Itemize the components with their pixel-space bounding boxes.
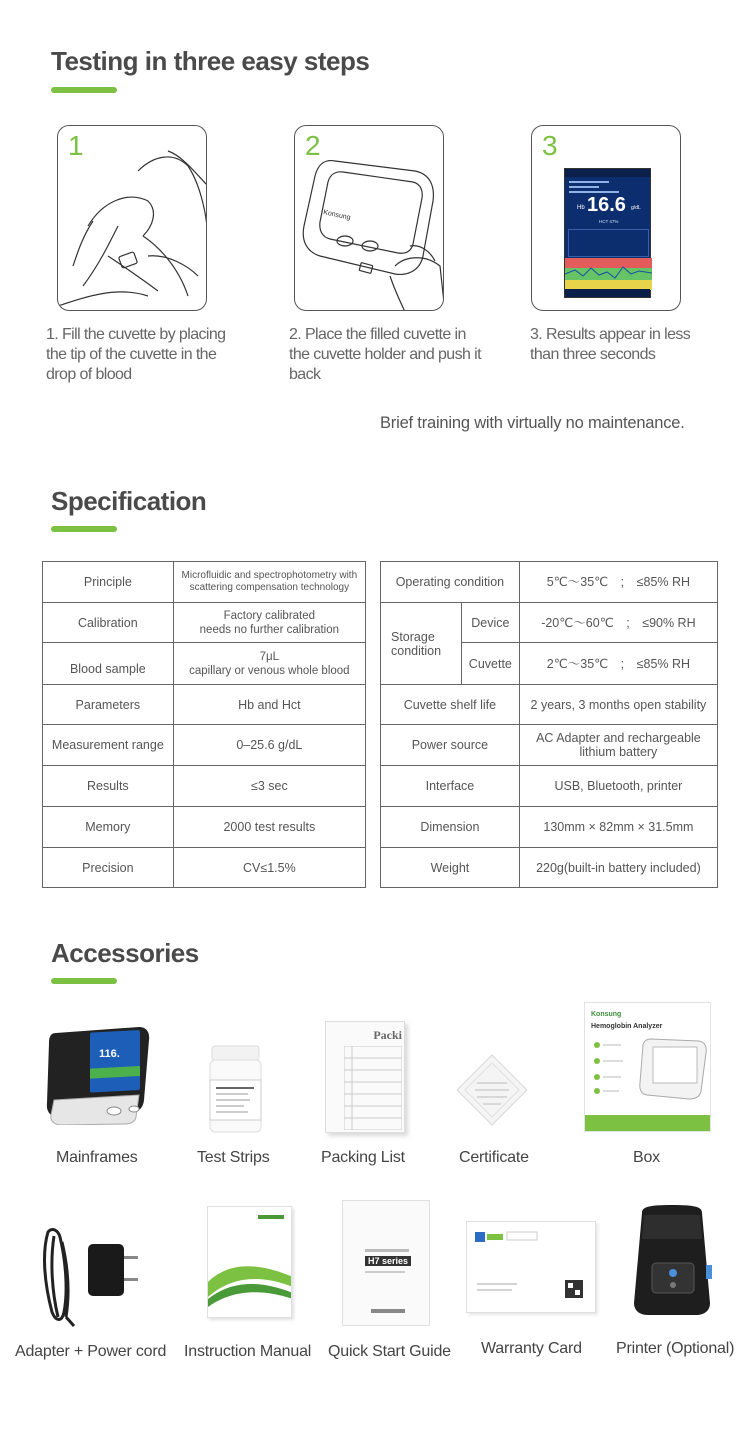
spec-row-measurement-range: [43, 725, 366, 766]
step-1-illustration: [57, 125, 207, 311]
spec-key: Memory: [43, 807, 174, 848]
spec-key: Dimension: [381, 807, 520, 848]
spec-value: Hb and Hct: [173, 685, 365, 725]
spec-key: Precision: [43, 848, 174, 888]
instruction-manual-label: Instruction Manual: [184, 1343, 312, 1360]
printer-image: [630, 1203, 714, 1317]
spec-key: Interface: [381, 766, 520, 807]
test-strips-image: [208, 1044, 263, 1134]
spec-row-shelf-life: [381, 685, 718, 725]
box-artwork: [591, 1033, 707, 1115]
screen-unit: g/dL: [631, 205, 641, 211]
packing-list-header: Packi: [373, 1028, 402, 1042]
screen-trend-chart: [565, 258, 652, 290]
spec-row-calibration: [43, 603, 366, 643]
spec-value: ≤3 sec: [173, 766, 365, 807]
spec-key: Calibration: [43, 603, 174, 643]
instruction-manual-image: [207, 1206, 292, 1318]
screen-hct: HCT 47%: [599, 219, 619, 224]
spec-value-line2: needs no further calibration: [199, 623, 340, 636]
packing-list-image: [325, 1021, 405, 1133]
spec-value: 0–25.6 g/dL: [173, 725, 365, 766]
spec-row-memory: [43, 807, 366, 848]
step-3-illustration: [531, 125, 681, 311]
spec-key: Results: [43, 766, 174, 807]
spec-value: USB, Bluetooth, printer: [519, 766, 717, 807]
spec-value: 2 years, 3 months open stability: [519, 685, 717, 725]
certificate-image: [455, 1053, 529, 1127]
spec-key: Blood sample: [43, 643, 174, 685]
spec-row-precision: [43, 848, 366, 888]
spec-row-storage-device: [381, 603, 718, 643]
box-title: Hemoglobin Analyzer: [591, 1023, 663, 1030]
spec-row-interface: [381, 766, 718, 807]
screen-hb-value: 16.6: [587, 194, 626, 216]
spec-value: 7μL: [259, 650, 280, 663]
spec-value-line2: capillary or venous whole blood: [189, 664, 350, 677]
spec-row-results: [43, 766, 366, 807]
spec-value: Factory calibrated: [223, 609, 316, 622]
spec-subkey: Device: [461, 603, 519, 643]
adapter-image: [40, 1222, 145, 1332]
step-1-text: 1. Fill the cuvette by placing the tip of the cuvette in the drop of blood: [46, 326, 226, 383]
guide-series: H7 series: [365, 1256, 411, 1266]
spec-table-left: [42, 561, 366, 888]
box-green-band: [585, 1115, 710, 1131]
svg-text:Konsung: Konsung: [322, 209, 352, 222]
spec-row-operating: [381, 562, 718, 603]
step-2-number: 2: [305, 130, 321, 161]
step-1-number: 1: [68, 130, 84, 161]
spec-value: -20℃～60℃ ; ≤90% RH: [519, 603, 717, 643]
spec-value: CV≤1.5%: [173, 848, 365, 888]
spec-row-principle: [43, 562, 366, 603]
printer-label: Printer (Optional): [616, 1340, 735, 1357]
test-strips-label: Test Strips: [197, 1149, 270, 1166]
spec-key: Weight: [381, 848, 520, 888]
spec-row-weight: [381, 848, 718, 888]
adapter-label: Adapter + Power cord: [15, 1343, 167, 1360]
spec-key: Cuvette shelf life: [381, 685, 520, 725]
packing-list-grid: [344, 1046, 402, 1130]
box-label: Box: [633, 1149, 660, 1166]
certificate-label: Certificate: [459, 1149, 529, 1166]
box-image: [584, 1002, 711, 1132]
spec-title-underline: [51, 526, 117, 532]
warranty-card-image: [466, 1221, 596, 1313]
spec-subkey: Cuvette: [461, 643, 519, 685]
spec-value: 2000 test results: [173, 807, 365, 848]
spec-row-dimension: [381, 807, 718, 848]
accessories-title-underline: [51, 978, 117, 984]
spec-key: Parameters: [43, 685, 174, 725]
screen-hb-label: Hb: [577, 205, 585, 211]
manual-cover-artwork: [208, 1207, 292, 1318]
spec-table-right: [380, 561, 718, 888]
spec-value: AC Adapter and rechargeable lithium battery: [519, 725, 717, 766]
accessories-title: Accessories: [51, 938, 199, 968]
spec-key: Power source: [381, 725, 520, 766]
device-screen: [564, 168, 651, 298]
steps-title-underline: [51, 87, 117, 93]
mainframes-label: Mainframes: [56, 1149, 138, 1166]
step-2-text: 2. Place the filled cuvette in the cuvette holder and push it back: [289, 326, 481, 383]
warranty-card-label: Warranty Card: [481, 1340, 582, 1357]
spec-value: 5℃～35℃ ; ≤85% RH: [519, 562, 717, 603]
spec-key: Measurement range: [43, 725, 174, 766]
spec-key: Principle: [43, 562, 174, 603]
spec-value: 220g(built-in battery included): [519, 848, 717, 888]
step-3-number: 3: [542, 130, 558, 161]
step-2-illustration: [294, 125, 444, 311]
spec-value: Microfluidic and spectrophotometry with scattering compensation technology: [173, 562, 365, 603]
steps-title: Testing in three easy steps: [51, 46, 370, 76]
spec-value: 130mm × 82mm × 31.5mm: [519, 807, 717, 848]
spec-row-blood-sample: [43, 643, 366, 685]
step-3-text: 3. Results appear in less than three seconds: [530, 326, 691, 363]
spec-value-cell: [173, 643, 365, 685]
box-brand: Konsung: [591, 1011, 622, 1018]
packing-list-label: Packing List: [321, 1149, 405, 1166]
spec-value: 2℃～35℃ ; ≤85% RH: [519, 643, 717, 685]
quick-start-guide-label: Quick Start Guide: [328, 1343, 451, 1360]
warranty-card-artwork: [467, 1222, 597, 1314]
spec-value-cell: [173, 603, 365, 643]
spec-key: Storage condition: [381, 603, 462, 685]
svg-text:116.: 116.: [99, 1048, 120, 1060]
spec-row-parameters: [43, 685, 366, 725]
spec-title: Specification: [51, 486, 207, 516]
training-note: Brief training with virtually no maintenance.: [380, 414, 685, 432]
spec-row-power-source: [381, 725, 718, 766]
spec-key: Operating condition: [381, 562, 520, 603]
quick-start-guide-image: [342, 1200, 430, 1326]
mainframe-image: [44, 1025, 152, 1125]
